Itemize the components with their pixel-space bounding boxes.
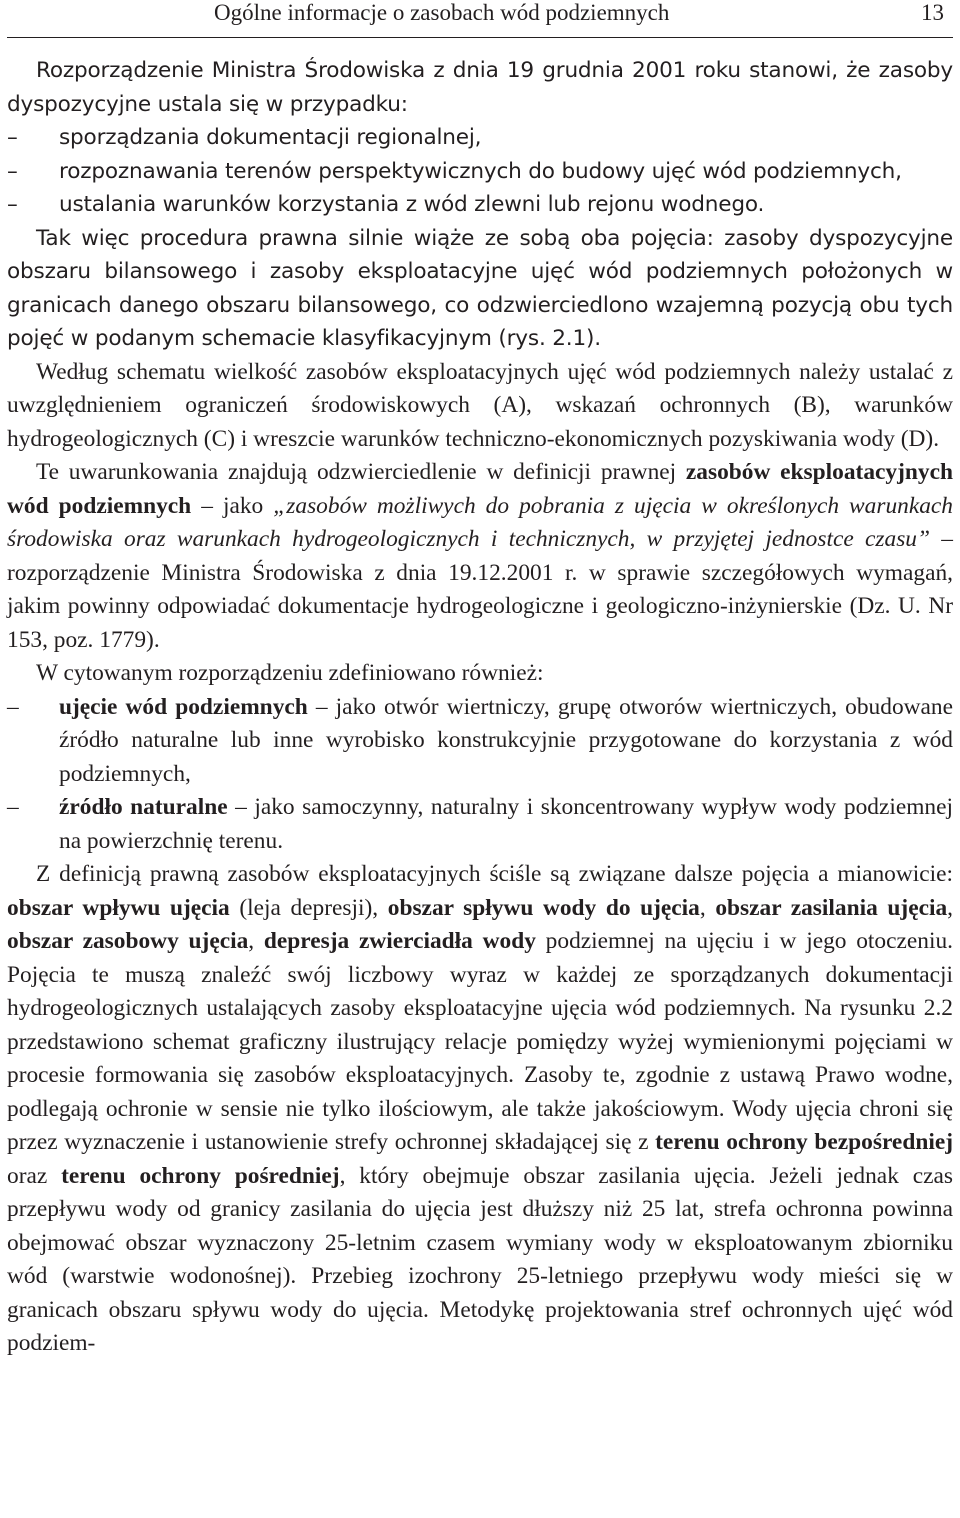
bold-term: źródło naturalne bbox=[59, 794, 228, 820]
regulation-intro: Rozporządzenie Ministra Środowiska z dnia 19 grudnia 2001 roku stanowi, że zasoby dyspozycyjne ustala się w przypadku: bbox=[7, 58, 953, 117]
italic-quote: „zasobów możliwych do pobrania z ujęcia w określonych warunkach środowiska oraz warunkach hydrogeologicznych i technicznych, w przyjętej jednostce czasu” bbox=[7, 492, 953, 552]
bold-term: depresja zwierciadła wody bbox=[263, 928, 536, 954]
list-item-text: sporządzania dokumentacji regionalnej, bbox=[59, 125, 482, 150]
page-number: 13 bbox=[921, 0, 944, 25]
bold-term: obszar zasobowy ujęcia bbox=[7, 928, 249, 954]
list-item bbox=[7, 155, 953, 189]
paragraph-regulation bbox=[7, 54, 953, 121]
list-dash: – bbox=[7, 693, 19, 720]
bold-term: ujęcie wód podziemnych bbox=[59, 693, 308, 720]
list-dash: – bbox=[7, 192, 18, 217]
text-run: (leja depresji), bbox=[229, 894, 388, 921]
list-dash: – bbox=[7, 158, 18, 184]
paragraph-schema: Według schematu wielkość zasobów eksploatacyjnych ujęć wód podziemnych należy ustalać z uwzględnieniem ograniczeń środowiskowych (A), wskazań ochronnych (B), warunków hydrogeologicznych (C) i wreszcie warunków techniczno-ekonomicznych pozyskiwania wody (D). bbox=[7, 358, 953, 452]
text-run: , bbox=[947, 894, 954, 921]
running-title: Ogólne informacje o zasobach wód podziemnych bbox=[214, 0, 670, 25]
list-dash: – bbox=[7, 794, 19, 820]
definition-item bbox=[7, 791, 953, 858]
bold-term: terenu ochrony pośredniej bbox=[61, 1162, 340, 1189]
bold-term: obszar spływu wody do ujęcia bbox=[387, 894, 700, 921]
bold-term: obszar zasilania ujęcia bbox=[715, 894, 948, 921]
text-run: , bbox=[248, 928, 264, 954]
list-dash: – bbox=[7, 125, 18, 150]
text-run: – jako bbox=[191, 492, 274, 519]
text-run: Te uwarunkowania znajdują odzwierciedlenie w definicji prawnej bbox=[36, 459, 686, 485]
text-run: oraz bbox=[7, 1162, 62, 1189]
paragraph-definition bbox=[7, 456, 953, 657]
text-run: podziemnej na ujęciu i w jego otoczeniu. Pojęcia te muszą znaleźć swój liczbowy wyraz w każdej ze sporządzanych dokumentacji hydrogeologicznych ustalających zasoby eksploatacyjne ujęcia wód podziemnych. Na rysunku 2.2 przedstawiono schemat graficzny ilustrujący relacje pomiędzy wyżej wymienionymi pojęciami w procesie formowania się zasobów eksploatacyjnych. Zasoby te, zgodnie z ustawą Prawo wodne, podlegają ochronie w sensie nie tylko ilościowym, ale także jakościowym. Wody ujęcia chroni się przez wyznaczenie i ustanowienie strefy ochronnej składającej się z bbox=[7, 928, 953, 1155]
definition-item bbox=[7, 691, 953, 792]
header-rule bbox=[7, 37, 953, 38]
definition-text: – jako otwór wiertniczy, grupę otworów wiertniczych, obudowane źródło naturalne lub inne wyrobisko konstrukcyjnie przygotowane do korzystania z wód podziemnych, bbox=[59, 693, 953, 787]
paragraph-procedure: Tak więc procedura prawna silnie wiąże ze sobą oba pojęcia: zasoby dyspozycyjne obszaru bilansowego i zasoby eksploatacyjne ujęć wód podziemnych położonych w granicach danego obszaru bilansowego, co odzwierciedlono wzajemną pozycją obu tych pojęć w podanym schemacie klasyfikacyjnym (rys. 2.1). bbox=[7, 225, 953, 351]
text-run: , który obejmuje obszar zasilania ujęcia. Jeżeli jednak czas przepływu wody od granicy zasilania do ujęcia jest dłuższy niż 25 lat, strefa ochronna powinna obejmować obszar wyznaczony 25-letnim czasem wymiany wody w eksploatowanym zbiorniku wód (warstwie wodonośnej). Przebieg izochrony 25-letniego przepływu wody mieści się w granicach obszaru spływu wody do ujęcia. Metodykę projektowania stref ochronnych ujęć wód podziem- bbox=[7, 1162, 953, 1356]
list-item bbox=[7, 188, 953, 222]
list-item bbox=[7, 121, 953, 155]
bold-term: terenu ochrony bezpośredniej bbox=[655, 1129, 954, 1155]
text-run: Z definicją prawną zasobów eksploatacyjnych ściśle są związane dalsze pojęcia a mianowicie: bbox=[36, 861, 953, 887]
bold-term: zasobów eksploatacyjnych wód podziemnych bbox=[7, 459, 953, 519]
bold-term: obszar wpływu ujęcia bbox=[7, 894, 230, 921]
text-run: , bbox=[699, 894, 716, 921]
paragraph-concepts bbox=[7, 858, 953, 1361]
paragraph-also-defined: W cytowanym rozporządzeniu zdefiniowano również: bbox=[36, 660, 544, 686]
list-item-text: ustalania warunków korzystania z wód zlewni lub rejonu wodnego. bbox=[59, 192, 765, 217]
text-run: – rozporządzenie Ministra Środowiska z dnia 19.12.2001 r. w sprawie szczegółowych wymagań, jakim powinny odpowiadać dokumentacje hydrogeologiczne i geologiczno-inżynierskie (Dz. U. Nr 153, poz. 1779). bbox=[7, 526, 953, 653]
list-item-text: rozpoznawania terenów perspektywicznych do budowy ujęć wód podziemnych, bbox=[59, 158, 902, 184]
running-header bbox=[7, 0, 953, 36]
definition-text: – jako samoczynny, naturalny i skoncentrowany wypływ wody podziemnej na powierzchnię terenu. bbox=[59, 794, 953, 854]
main-text bbox=[7, 54, 953, 1361]
